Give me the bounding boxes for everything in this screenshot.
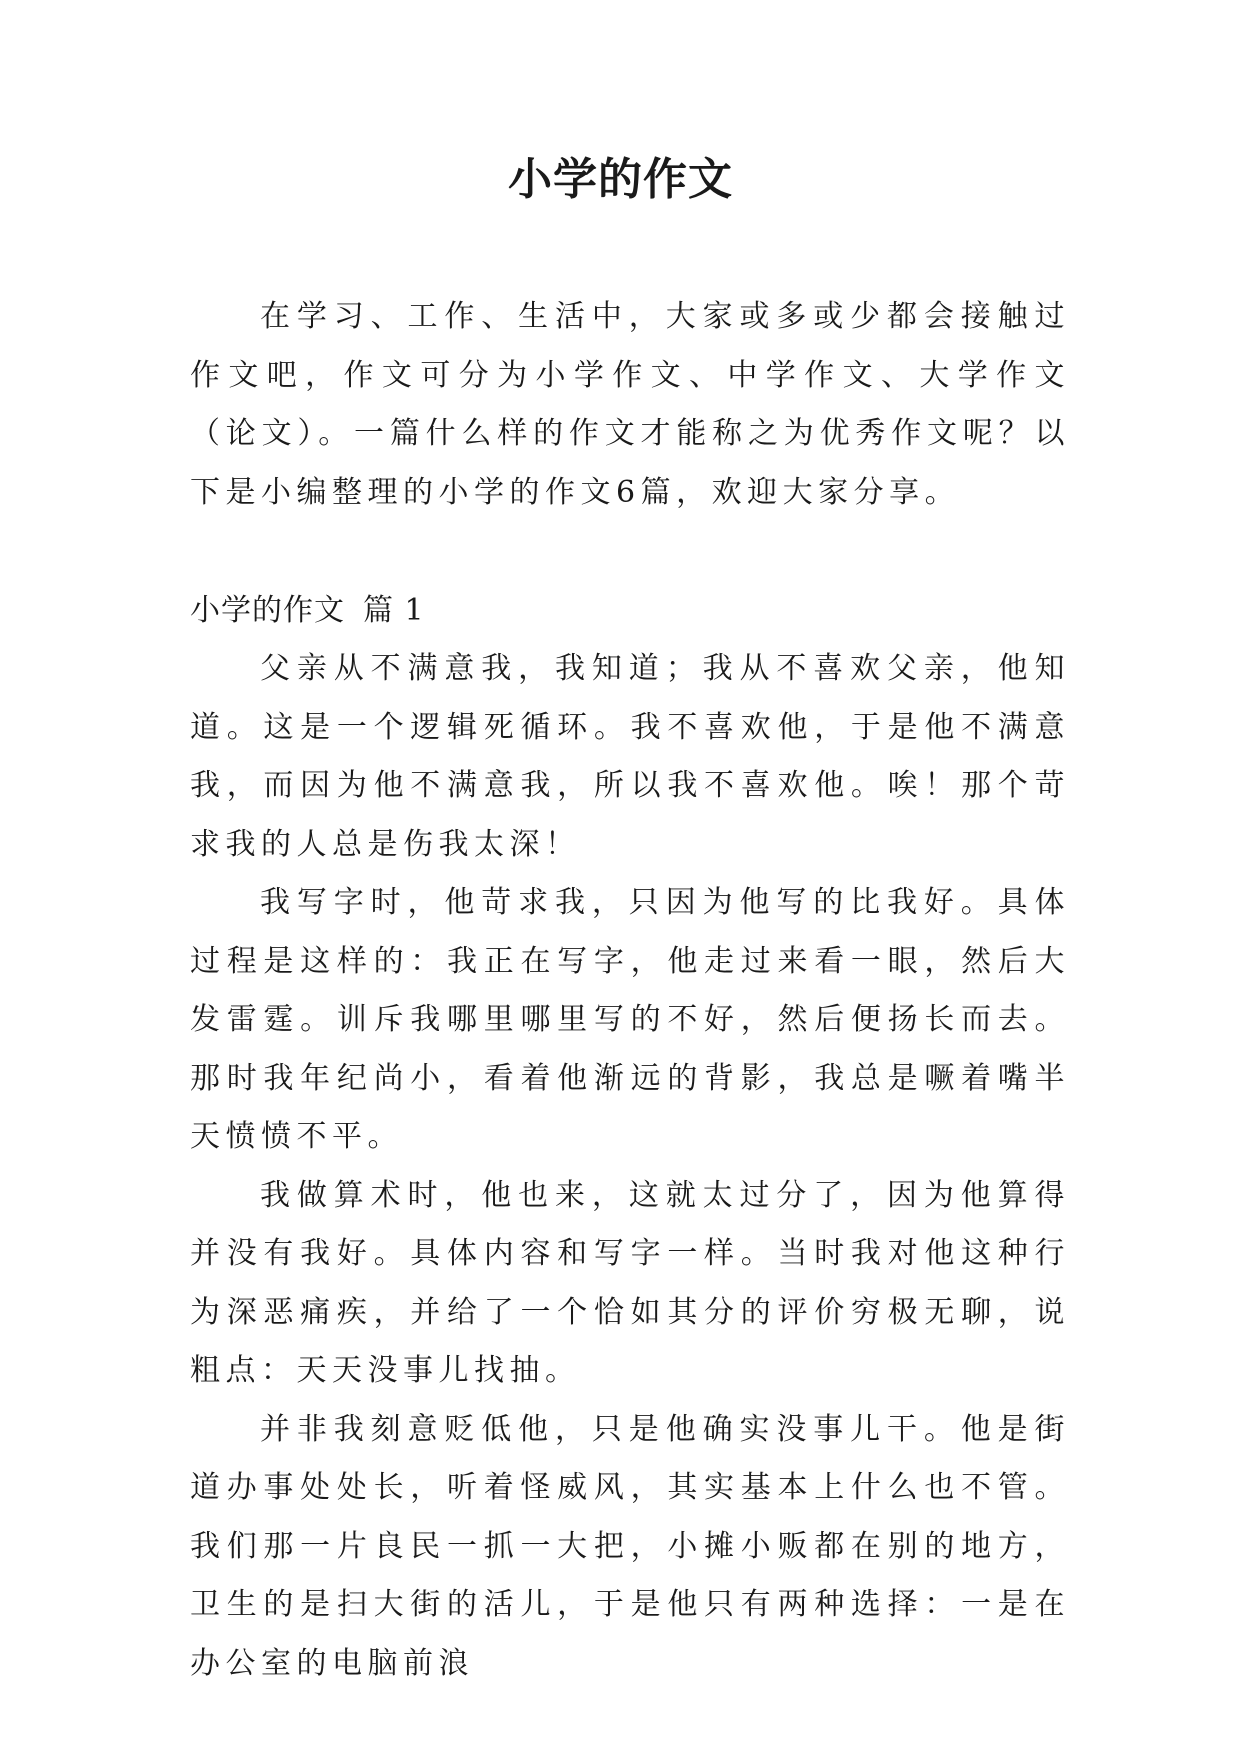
section-heading bbox=[190, 582, 425, 640]
paragraph: 父亲从不满意我，我知道；我从不喜欢父亲，他知道。这是一个逻辑死循环。我不喜欢他，于是他不满意我，而因为他不满意我，所以我不喜欢他。唉！那个苛求我的人总是伤我太深！ bbox=[190, 651, 1070, 862]
paragraph: 我写字时，他苛求我，只因为他写的比我好。具体过程是这样的：我正在写字，他走过来看一眼，然后大发雷霆。训斥我哪里哪里写的不好，然后便扬长而去。那时我年纪尚小，看着他渐远的背影，我总是噘着嘴半天愤愤不平。 bbox=[190, 885, 1070, 1154]
section-body bbox=[190, 640, 1070, 1681]
paragraph: 并非我刻意贬低他，只是他确实没事儿干。他是街道办事处处长，听着怪威风，其实基本上什么也不管。我们那一片良民一抓一大把，小摊小贩都在别的地方，卫生的是扫大街的活儿，于是他只有两种选择：一是在办公室的电脑前浪 bbox=[190, 1411, 1070, 1681]
intro-paragraph: 在学习、工作、生活中，大家或多或少都会接触过作文吧，作文可分为小学作文、中学作文、大学作文（论文）。一篇什么样的作文才能称之为优秀作文呢？以下是小编整理的小学的作文6篇，欢迎大家分享。 bbox=[190, 299, 1070, 510]
document-title: 小学的作文 bbox=[508, 154, 733, 205]
section-number: 篇 1 bbox=[363, 593, 425, 628]
paragraph: 我做算术时，他也来，这就太过分了，因为他算得并没有我好。具体内容和写字一样。当时我对他这种行为深恶痛疾，并给了一个恰如其分的评价穷极无聊，说粗点：天天没事儿找抽。 bbox=[190, 1177, 1070, 1388]
section-heading-title: 小学的作文 bbox=[190, 593, 345, 628]
